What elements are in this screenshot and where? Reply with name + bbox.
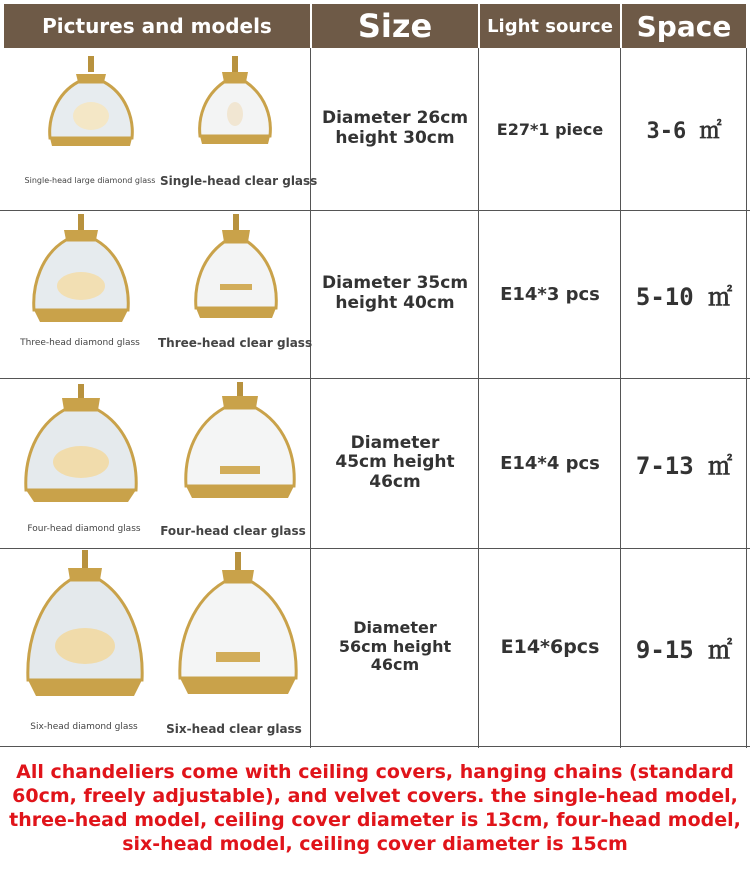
single-head-clear-lamp-image	[190, 56, 280, 164]
header-light-source: Light source	[480, 4, 620, 48]
six-head-clear-lamp-image	[170, 552, 306, 716]
row4-diamond-caption: Six-head diamond glass	[30, 722, 138, 732]
row4-clear-caption: Six-head clear glass	[166, 722, 302, 736]
row4-size: Diameter 56cm height 46cm	[338, 618, 452, 675]
installation-note: All chandeliers come with ceiling covers, hanging chains (standard 60cm, freely adjustable), and velvet covers. the single-head model, three-head model, ceiling cover diameter is 13cm, four-head model, six-head model, ceiling cover diameter is 15cm	[9, 761, 741, 855]
row2-size: Diameter 35cm height 40cm	[321, 273, 469, 313]
six-head-diamond-lamp-image	[18, 550, 152, 718]
row2-diamond-caption: Three-head diamond glass	[20, 338, 140, 348]
four-head-diamond-lamp-image	[18, 384, 144, 516]
row1-light-source: E27*1 piece	[496, 119, 604, 139]
row3-space: 7-13 ㎡	[635, 451, 733, 480]
row4-space: 9-15 ㎡	[635, 635, 733, 664]
row1-size: Diameter 26cm height 30cm	[321, 108, 469, 148]
row2-light-source: E14*3 pcs	[500, 283, 600, 305]
header-space: Space	[622, 4, 746, 48]
three-head-clear-lamp-image	[190, 214, 282, 334]
row1-diamond-caption: Single-head large diamond glass	[24, 176, 156, 185]
row4-light-source: E14*6pcs	[500, 636, 600, 658]
row3-size: Diameter 45cm height 46cm	[335, 432, 455, 492]
grid-line	[0, 746, 750, 747]
four-head-clear-lamp-image	[178, 382, 302, 514]
header-size: Size	[312, 4, 478, 48]
three-head-diamond-lamp-image	[26, 214, 136, 336]
row3-clear-caption: Four-head clear glass	[160, 524, 306, 538]
table-row	[0, 210, 750, 378]
row2-clear-caption: Three-head clear glass	[158, 336, 313, 350]
row1-clear-caption: Single-head clear glass	[160, 174, 318, 188]
table-row	[0, 378, 750, 548]
row1-space: 3-6 ㎡	[646, 118, 722, 144]
header-pictures-models: Pictures and models	[4, 4, 310, 48]
row2-space: 5-10 ㎡	[635, 282, 733, 311]
single-head-diamond-lamp-image	[36, 54, 146, 164]
row3-diamond-caption: Four-head diamond glass	[27, 524, 141, 534]
table-row	[0, 48, 750, 210]
row3-light-source: E14*4 pcs	[500, 452, 600, 474]
table-row	[0, 548, 750, 746]
